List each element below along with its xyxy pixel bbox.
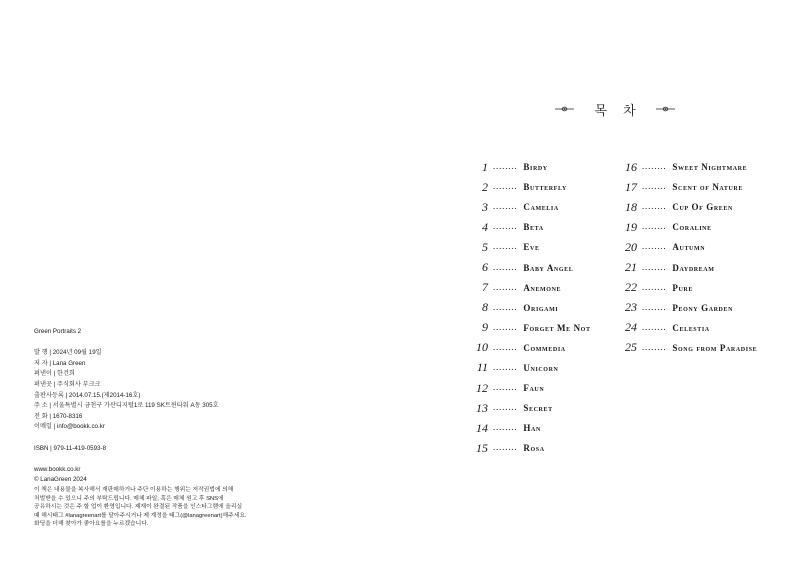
toc-entry <box>474 278 591 298</box>
isbn: ISBN | 979-11-419-0593-8 <box>34 444 107 452</box>
toc-entry <box>474 418 591 438</box>
toc-entry-title: Baby Angel <box>523 262 574 273</box>
toc-entry-leader: ........ <box>642 221 667 232</box>
toc-entry-number: 14 <box>476 420 488 435</box>
toc-entry <box>474 398 591 418</box>
toc-entry <box>621 278 757 298</box>
toc-entry-title: Butterfly <box>523 182 567 193</box>
toc-entry-title: Origami <box>523 302 559 313</box>
toc-entry <box>621 298 757 318</box>
toc-entry-title: Forget Me Not <box>523 322 591 333</box>
book-title: Green Portraits 2 <box>34 328 82 335</box>
toc-entry-number: 24 <box>625 320 637 335</box>
spacer <box>34 433 274 444</box>
toc-entry-leader: ........ <box>493 382 518 393</box>
toc-entry-title: Commedia <box>523 342 566 353</box>
toc-entry <box>474 217 591 237</box>
toc-entry-leader: ........ <box>642 161 667 172</box>
toc-entry-number: 10 <box>476 340 488 355</box>
toc-entry-title: Coraline <box>672 222 712 233</box>
toc-entry-leader: ........ <box>493 442 518 453</box>
toc-entry-title: Secret <box>523 403 553 414</box>
toc-entry-leader: ........ <box>493 201 518 212</box>
toc-entry <box>474 257 591 277</box>
copyright-notice-line: 화딩을 더해 찾아가 좋아요를을 누르겠습니다. <box>34 521 149 528</box>
toc-entry-number: 4 <box>482 219 488 234</box>
toc-entry-title: Autumn <box>672 242 706 253</box>
toc-entry-number: 21 <box>625 260 637 275</box>
toc-entry-title: Celestia <box>672 322 710 333</box>
toc-entry-leader: ........ <box>642 241 667 252</box>
toc-entry-leader: ........ <box>642 341 667 352</box>
toc-entry-number: 25 <box>625 340 637 355</box>
toc-entry-title: Song from Paradise <box>672 342 758 353</box>
colophon-line-phone: 전 화 | 1670-8316 <box>34 412 83 420</box>
colophon <box>34 327 274 529</box>
toc-entry-title: Faun <box>523 383 545 394</box>
toc-entry-number: 19 <box>625 219 637 234</box>
toc-entry <box>474 298 591 318</box>
toc-entry <box>474 177 591 197</box>
toc-entry <box>621 197 757 217</box>
toc-entry <box>474 358 591 378</box>
toc-entry <box>621 257 757 277</box>
toc-entry-number: 5 <box>482 239 488 254</box>
toc-entry-title: Anemone <box>523 282 562 293</box>
toc-entry-number: 12 <box>476 380 488 395</box>
toc-entry-title: Rosa <box>523 443 545 454</box>
toc-entry <box>474 438 591 458</box>
colophon-line-publisher: 펴낸이 | 한건희 <box>34 370 75 378</box>
toc-entry-number: 18 <box>625 199 637 214</box>
toc-entry-leader: ........ <box>493 261 518 272</box>
toc-entry <box>621 237 757 257</box>
toc-entry-number: 20 <box>625 239 637 254</box>
toc-entry-title: Han <box>523 423 541 434</box>
toc-entry-number: 15 <box>476 440 488 455</box>
toc-entry-leader: ........ <box>493 361 518 372</box>
toc-entry-number: 8 <box>482 300 488 315</box>
toc-entry <box>474 338 591 358</box>
toc-entry-leader: ........ <box>642 281 667 292</box>
toc-entry-title: Daydream <box>672 262 715 273</box>
colophon-line-address: 주 소 | 서울특별시 금천구 가산디지털1로 119 SK트윈타워 A동 305호 <box>34 402 219 410</box>
toc-entry-number: 7 <box>482 280 488 295</box>
colophon-line-registration: 출판사등록 | 2014.07.15.(제2014-16호) <box>34 391 141 399</box>
copyright-notice-line: 때 해시태그 #lanagreenart를 달아주시거나 제 계정을 태그(@lanagreenart)해주세요. <box>34 512 247 519</box>
toc-entry <box>621 217 757 237</box>
toc-entry-leader: ........ <box>493 241 518 252</box>
toc-entry-leader: ........ <box>493 422 518 433</box>
toc-entry <box>621 177 757 197</box>
toc-entry-number: 16 <box>625 159 637 174</box>
toc-entry-title: Peony Garden <box>672 302 734 313</box>
toc-entry-leader: ........ <box>493 402 518 413</box>
toc-entry-number: 2 <box>482 179 488 194</box>
toc-entry-title: Sweet Nightmare <box>672 162 748 173</box>
ornament-left-icon <box>555 105 574 113</box>
toc-entry-leader: ........ <box>642 181 667 192</box>
toc-entry-number: 23 <box>625 300 637 315</box>
toc-entry-title: Birdy <box>523 162 548 173</box>
toc-entry-leader: ........ <box>493 161 518 172</box>
toc-entry-number: 1 <box>482 159 488 174</box>
toc-entry-leader: ........ <box>642 261 667 272</box>
copyright-notice-line: 이 책은 내용물을 복사해서 재판매하거나 주단 이용하는 행위는 저작권법에 의해 <box>34 486 234 493</box>
toc-entry-number: 3 <box>482 199 488 214</box>
toc-right-column <box>621 157 757 358</box>
colophon-line-company: 펴낸곳 | 주식회사 부크크 <box>34 380 101 388</box>
toc-entry-number: 17 <box>625 179 637 194</box>
toc-entry-leader: ........ <box>493 281 518 292</box>
toc-entry-title: Eve <box>523 242 540 253</box>
toc-heading <box>555 98 675 120</box>
copyright-notice-line: 공유하시는 것은 주 할 업이 환영입니다. 제재이 완결된 작품을 인스타그램에 올리실 <box>34 504 243 511</box>
toc-entry-leader: ........ <box>493 341 518 352</box>
toc-entry <box>474 318 591 338</box>
toc-entry-number: 11 <box>476 360 488 375</box>
toc-entry-leader: ........ <box>642 321 667 332</box>
colophon-line-publish-date: 발 행 | 2024년 09월 19일 <box>34 349 102 357</box>
copyright-notice-line: 처벌받을 수 있으니 주의 부탁드립니다. 매체 파일, 혹은 매체 원고 후 SNS에 <box>34 495 224 502</box>
toc-entry-title: Cup Of Green <box>672 202 733 213</box>
colophon-line-email: 이메일 | info@bookk.co.kr <box>34 423 105 431</box>
toc-entry <box>621 318 757 338</box>
toc-entry <box>474 157 591 177</box>
toc-entry-leader: ........ <box>493 321 518 332</box>
toc-entry <box>474 237 591 257</box>
toc-left-column <box>474 157 591 458</box>
toc-entry-number: 13 <box>476 400 488 415</box>
toc-entry-leader: ........ <box>493 181 518 192</box>
toc-entry <box>474 197 591 217</box>
website: www.bookk.co.kr <box>34 465 81 473</box>
toc-entry-leader: ........ <box>493 301 518 312</box>
colophon-line-author: 저 자 | Lana Green <box>34 359 86 367</box>
toc-entry-number: 22 <box>625 280 637 295</box>
copyright: © LanaGreen 2024 <box>34 476 87 484</box>
toc-entry-number: 6 <box>482 260 488 275</box>
toc-entry-leader: ........ <box>642 301 667 312</box>
toc-entry-title: Scent of Nature <box>672 182 743 193</box>
spacer <box>34 454 274 465</box>
toc-title: 목 차 <box>594 103 642 119</box>
toc-entry-title: Pure <box>672 282 693 293</box>
toc-entry-title: Beta <box>523 222 544 233</box>
toc-entry-leader: ........ <box>642 201 667 212</box>
toc-entry-number: 9 <box>482 320 488 335</box>
toc-entry <box>621 338 757 358</box>
toc-entry-title: Unicorn <box>523 362 559 373</box>
toc-entry-leader: ........ <box>493 221 518 232</box>
toc-entry-title: Camelia <box>523 202 559 213</box>
toc-entry <box>474 378 591 398</box>
ornament-right-icon <box>656 105 675 113</box>
toc-entry <box>621 157 757 177</box>
